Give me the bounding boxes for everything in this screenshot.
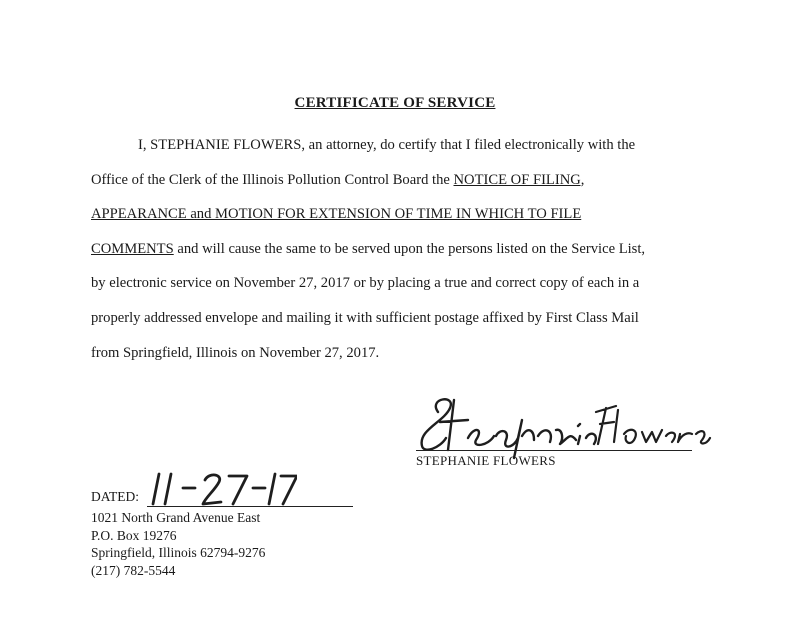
document-title-part-3: COMMENTS [91, 240, 174, 257]
paragraph-line-4 [91, 232, 701, 267]
paragraph-line-1: I, STEPHANIE FLOWERS, an attorney, do certify that I filed electronically with the [138, 137, 636, 153]
paragraph-line-6: properly addressed envelope and mailing it with sufficient postage affixed by First Class Mail [91, 309, 639, 326]
signature-block [410, 390, 720, 480]
paragraph-line-2-text: Office of the Clerk of the Illinois Pollution Control Board the [91, 171, 454, 188]
paragraph-line-4-text: and will cause the same to be served upon the persons listed on the Service List, [173, 240, 646, 257]
date-line [147, 506, 353, 507]
page-title: CERTIFICATE OF SERVICE [294, 95, 496, 111]
signature-line [416, 450, 692, 451]
address-po-box: P.O. Box 19276 [91, 527, 177, 543]
dated-label: DATED: [91, 489, 139, 504]
handwritten-date [147, 468, 297, 508]
document-title-part-2: APPEARANCE and MOTION FOR EXTENSION OF TIME IN WHICH TO FILE [91, 206, 582, 223]
paragraph-line-7: from Springfield, Illinois on November 27, 2017. [91, 344, 380, 361]
address-block [91, 509, 265, 579]
certificate-paragraph [91, 128, 701, 370]
signer-printed-name: STEPHANIE FLOWERS [416, 453, 556, 468]
paragraph-line-2 [91, 163, 701, 198]
address-city: Springfield, Illinois 62794-9276 [91, 545, 266, 561]
paragraph-line-5: by electronic service on November 27, 2017 or by placing a true and correct copy of each in a [91, 275, 640, 292]
address-street: 1021 North Grand Avenue East [91, 510, 261, 525]
document-title-part-1: NOTICE OF FILING, [453, 171, 585, 188]
address-phone: (217) 782-5544 [91, 562, 176, 578]
paragraph-line-3 [91, 197, 701, 232]
